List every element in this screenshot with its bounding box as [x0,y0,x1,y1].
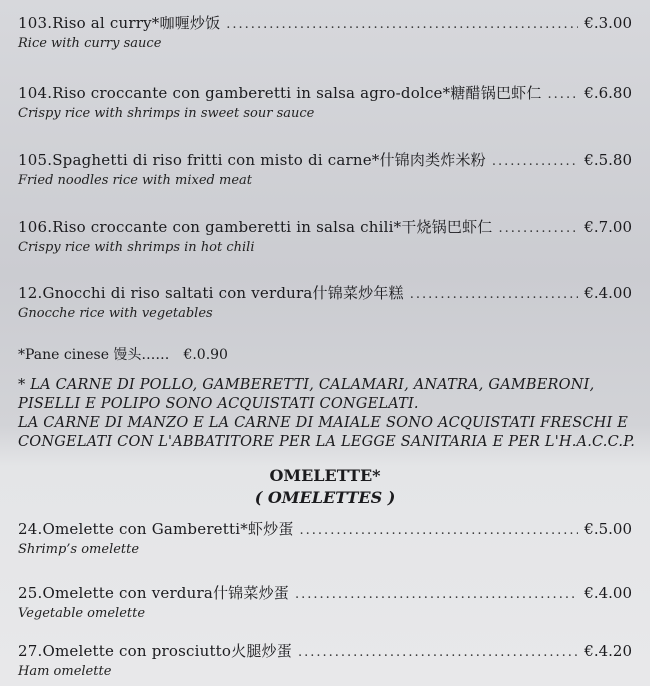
item-price: €.7.00 [584,218,632,236]
item-price: €.6.80 [584,84,632,102]
item-translation: Crispy rice with shrimps in sweet sour sauce [18,106,315,121]
notice-line: * LA CARNE DI POLLO, GAMBERETTI, CALAMARI, ANATRA, GAMBERONI, [18,377,595,393]
section-title: OMELETTE* [269,466,381,485]
item-translation: Vegetable omelette [18,606,146,621]
dot-leader [492,154,578,169]
menu-item [18,149,638,188]
item-name: 103.Riso al curry*咖喱炒饭 [18,14,221,32]
item-translation: Rice with curry sauce [18,36,162,51]
bread-price: €.0.90 [183,347,228,363]
dot-leader [298,645,578,660]
dot-leader [498,221,578,236]
menu-item [18,640,638,679]
notice-line: LA CARNE DI MANZO E LA CARNE DI MAIALE SONO ACQUISTATI FRESCHI E [18,415,629,431]
menu-item [18,518,638,557]
menu-item [18,582,638,621]
section-subtitle: ( OMELETTES ) [254,488,396,507]
dot-leader [300,523,579,538]
item-name: 105.Spaghetti di riso fritti con misto di carne*什锦肉类炸米粉 [18,151,486,169]
item-translation: Crispy rice with shrimps in hot chili [18,240,255,255]
item-translation: Gnocche rice with vegetables [18,306,213,321]
dot-leader [548,87,579,102]
item-name: 104.Riso croccante con gamberetti in salsa agro-dolce*糖醋锅巴虾仁 [18,84,542,102]
menu-item [18,82,638,121]
bread-label: *Pane cinese 馒头…… [18,347,170,363]
item-translation: Fried noodles rice with mixed meat [18,173,252,188]
menu-item [18,282,638,321]
item-price: €.5.00 [584,520,632,538]
item-name: 25.Omelette con verdura什锦菜炒蛋 [18,584,289,602]
item-name: 12.Gnocchi di riso saltati con verdura什锦菜炒年糕 [18,284,404,302]
item-price: €.4.20 [584,642,632,660]
item-name: 27.Omelette con prosciutto火腿炒蛋 [18,642,292,660]
item-translation: Shrimp’s omelette [18,542,140,557]
notice-line: PISELLI E POLIPO SONO ACQUISTATI CONGELATI. [18,396,419,412]
item-translation: Ham omelette [18,664,112,679]
dot-leader [410,287,579,302]
item-price: €.4.00 [584,584,632,602]
item-price: €.3.00 [584,14,632,32]
bread-item [18,344,228,364]
dot-leader [226,17,578,32]
notice-line: CONGELATI CON L'ABBATITORE PER LA LEGGE SANITARIA E PER L'H.A.C.C.P. [18,434,636,450]
item-name: 106.Riso croccante con gamberetti in salsa chili*干烧锅巴虾仁 [18,218,493,236]
item-price: €.4.00 [584,284,632,302]
menu-item [18,216,638,255]
menu-item [18,12,638,51]
dot-leader [295,587,578,602]
item-name: 24.Omelette con Gamberetti*虾炒蛋 [18,520,294,538]
item-price: €.5.80 [584,151,632,169]
frozen-meat-notice [18,376,646,452]
